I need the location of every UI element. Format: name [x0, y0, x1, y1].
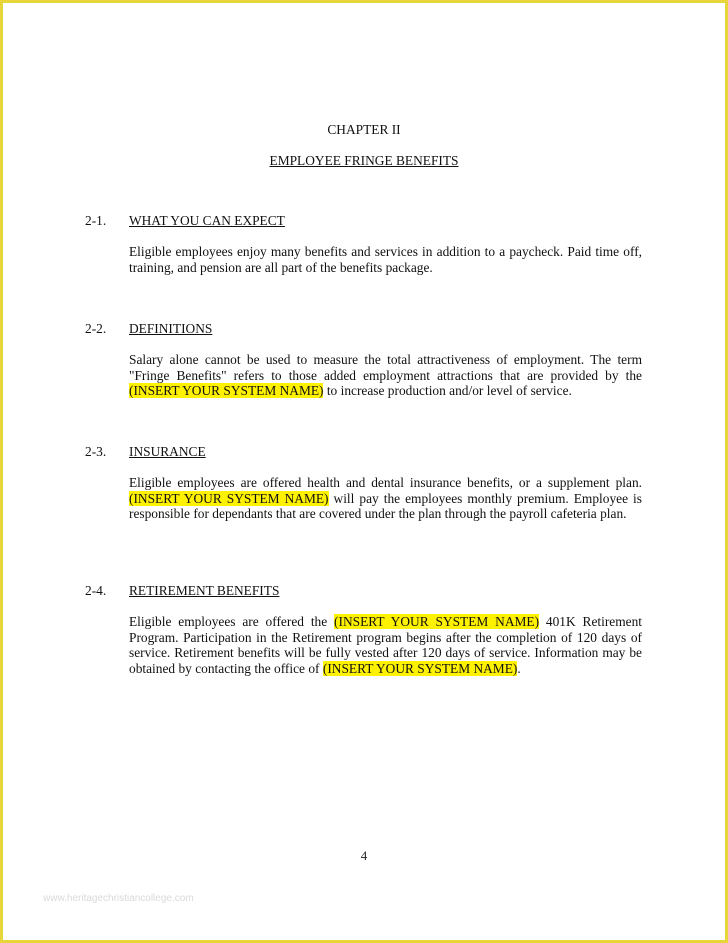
section-text-2-4-b: 401K Retirement Program. Participation in the Retirement program begins after the completion of 120 days of service. Retirement benefits will be fully vested after 120 days of service. Information may be obtained by contacting the office of — [129, 614, 643, 676]
system-name-placeholder: (INSERT YOUR SYSTEM NAME) — [334, 614, 540, 629]
section-body-2-4 — [129, 614, 642, 676]
section-text-2-3-a: Eligible employees are offered health and dental insurance benefits, or a supplement plan. — [129, 475, 642, 490]
section-text-2-2-a: Salary alone cannot be used to measure the total attractiveness of employment. The term "Fringe Benefits" refers to those added employment attractions that are provided by the — [129, 352, 642, 383]
chapter-heading: CHAPTER II — [327, 122, 401, 137]
section-body-2-3 — [129, 475, 642, 522]
section-number-2-1: 2-1. — [85, 213, 107, 228]
section-title-2-4: RETIREMENT BENEFITS — [129, 583, 280, 598]
section-text-2-4-c: . — [517, 660, 521, 676]
section-number-2-4: 2-4. — [85, 583, 107, 598]
chapter-subtitle — [3, 153, 725, 169]
section-title-2-1: WHAT YOU CAN EXPECT — [129, 213, 285, 228]
section-number-2-3: 2-3. — [85, 444, 107, 459]
section-body-2-1 — [129, 244, 642, 275]
section-body-2-2 — [129, 352, 642, 399]
system-name-placeholder: (INSERT YOUR SYSTEM NAME) — [129, 490, 329, 506]
section-text-2-4-a: Eligible employees are offered the — [129, 614, 335, 629]
section-text-2-2-b: to increase production and/or level of service. — [323, 383, 572, 399]
section-number-2-2: 2-2. — [85, 321, 107, 336]
section-text-2-3-b: will pay the employees monthly premium. Employee is responsible for dependants that are covered under the plan through the payroll cafeteria plan. — [129, 490, 642, 522]
watermark-text: www.heritagechristiancollege.com — [43, 893, 194, 904]
system-name-placeholder: (INSERT YOUR SYSTEM NAME) — [322, 660, 518, 676]
section-title-2-2: DEFINITIONS — [129, 321, 213, 336]
system-name-placeholder: (INSERT YOUR SYSTEM NAME) — [129, 383, 324, 399]
section-title-2-3: INSURANCE — [129, 444, 206, 459]
chapter-subtitle-text: EMPLOYEE FRINGE BENEFITS — [269, 153, 459, 168]
section-text-2-1: Eligible employees enjoy many benefits and services in addition to a paycheck. Paid time off, training, and pension are all part of the benefits package. — [129, 244, 642, 275]
page-number: 4 — [360, 848, 368, 863]
